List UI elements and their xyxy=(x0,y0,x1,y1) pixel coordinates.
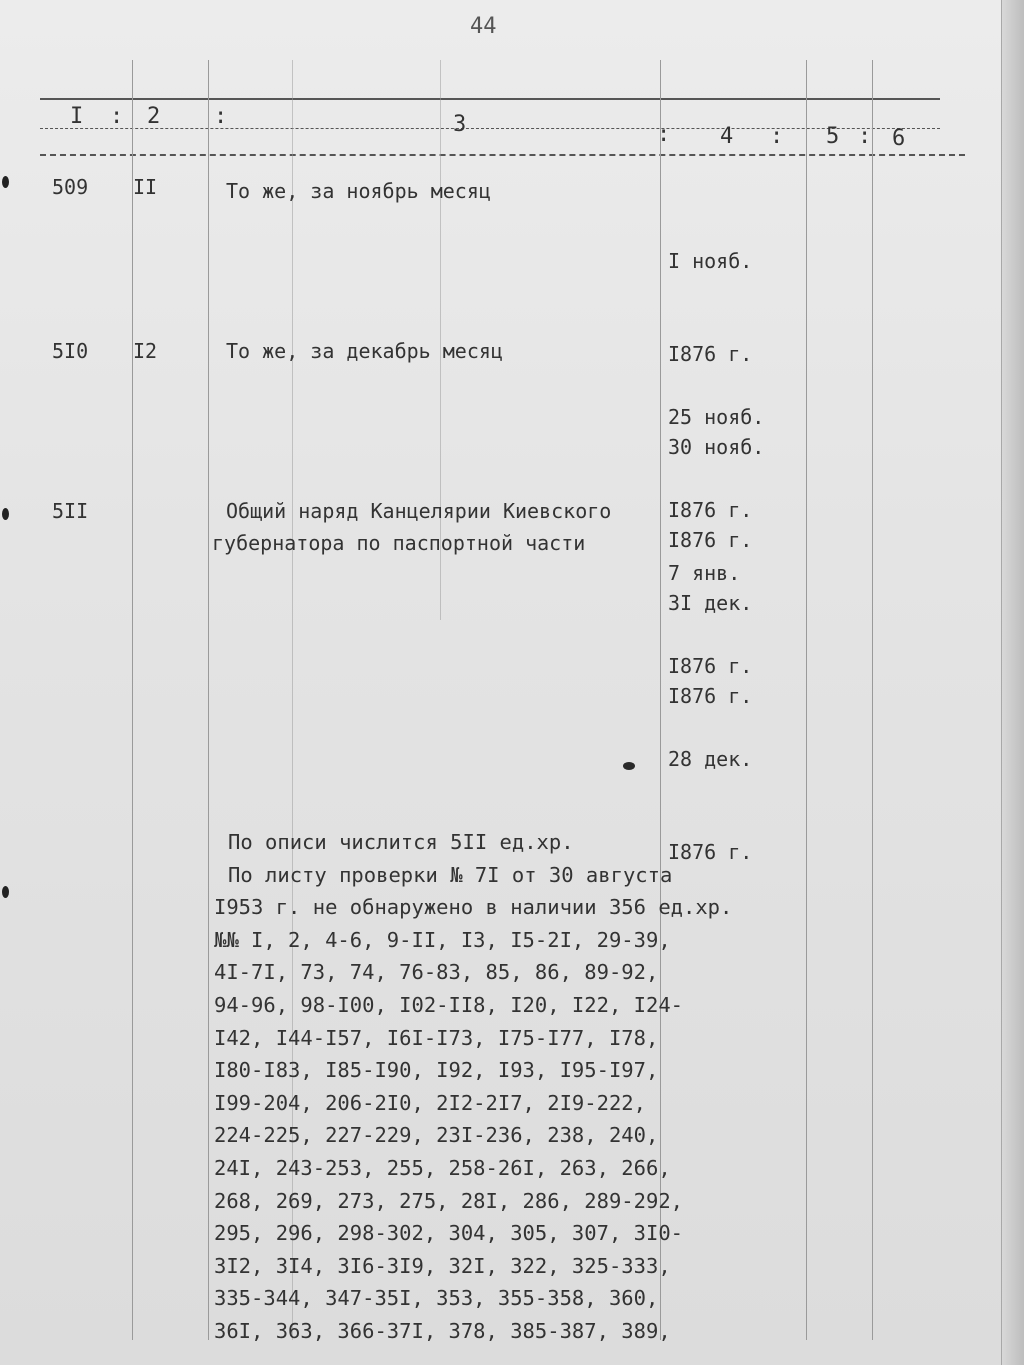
summary-line: №№ I, 2, 4-6, 9-II, I3, I5-2I, 29-39, xyxy=(214,927,671,952)
column-rule xyxy=(806,60,807,1340)
summary-line: 24I, 243-253, 255, 258-26I, 263, 266, xyxy=(214,1155,671,1180)
record-item: I2 xyxy=(133,339,158,363)
summary-line: 268, 269, 273, 275, 28I, 286, 289-292, xyxy=(214,1188,683,1213)
record-title: То же, за декабрь месяц xyxy=(226,339,503,363)
summary-line: По описи числится 5II ед.хр. xyxy=(228,830,574,854)
next-page-edge xyxy=(1001,0,1024,1365)
record-date-line: 28 дек. xyxy=(668,747,753,771)
record-date-line: I876 г. xyxy=(668,840,753,864)
summary-line: 224-225, 227-229, 23I-236, 238, 240, xyxy=(214,1123,659,1148)
record-number: 5II xyxy=(52,499,89,523)
binding-hole xyxy=(2,886,9,898)
summary-line: 94-96, 98-I00, I02-II8, I20, I22, I24- xyxy=(214,992,683,1017)
header-dashed-rule xyxy=(40,128,940,129)
column-number-6: 6 xyxy=(892,126,906,151)
summary-line: I99-204, 206-2I0, 2I2-2I7, 2I9-222, xyxy=(214,1090,646,1115)
column-separator: : xyxy=(770,124,784,149)
column-rule xyxy=(208,60,209,1340)
column-number-5: 5 xyxy=(826,124,840,149)
summary-line: 295, 296, 298-302, 304, 305, 307, 3I0- xyxy=(214,1221,683,1246)
summary-line: По листу проверки № 7I от 30 августа xyxy=(228,862,673,887)
page-number: 44 xyxy=(470,14,497,39)
record-title: То же, за ноябрь месяц xyxy=(226,179,491,203)
column-separator: : xyxy=(657,122,671,147)
column-number-1: I xyxy=(70,104,84,129)
record-date-line: I876 г. xyxy=(668,684,753,708)
record-date-line: I876 г. xyxy=(668,528,753,552)
column-separator: : xyxy=(858,124,872,149)
record-title: Общий наряд Канцелярии Киевского xyxy=(226,499,612,523)
summary-line: 3I2, 3I4, 3I6-3I9, 32I, 322, 325-333, xyxy=(214,1253,671,1278)
record-number: 5I0 xyxy=(52,339,89,363)
column-rule xyxy=(872,60,873,1340)
faint-form-header xyxy=(40,58,970,98)
summary-line: I42, I44-I57, I6I-I73, I75-I77, I78, xyxy=(214,1025,659,1050)
record-item: II xyxy=(133,175,158,199)
record-date-line: 7 янв. xyxy=(668,561,741,585)
inventory-summary xyxy=(214,826,774,1348)
column-separator: : xyxy=(110,104,124,129)
summary-line: 4I-7I, 73, 74, 76-83, 85, 86, 89-92, xyxy=(214,960,659,985)
record-date-line: 25 нояб. xyxy=(668,405,765,429)
ink-spot xyxy=(623,762,635,770)
record-date-line: I нояб. xyxy=(668,249,753,273)
summary-line: 36I, 363, 366-37I, 378, 385-387, 389, xyxy=(214,1318,671,1343)
summary-line: I953 г. не обнаружено в наличии 356 ед.хр. xyxy=(214,895,733,920)
record-date-line: 3I дек. xyxy=(668,591,753,615)
summary-line: 335-344, 347-35I, 353, 355-358, 360, xyxy=(214,1286,659,1311)
record-date-line: I876 г. xyxy=(668,342,753,366)
record-date-line: 30 нояб. xyxy=(668,435,765,459)
column-separator: : xyxy=(214,104,228,129)
record-date-line: I876 г. xyxy=(668,654,753,678)
column-number-2: 2 xyxy=(147,104,161,129)
header-bottom-rule xyxy=(40,154,965,156)
column-number-3: 3 xyxy=(453,112,467,137)
header-top-rule xyxy=(40,98,940,100)
record-title: губернатора по паспортной части xyxy=(212,531,586,555)
column-rule xyxy=(132,60,133,1340)
column-number-4: 4 xyxy=(720,124,734,149)
record-number: 509 xyxy=(52,175,89,199)
binding-hole xyxy=(2,508,9,520)
binding-hole xyxy=(2,176,9,188)
record-date-line: I876 г. xyxy=(668,498,753,522)
summary-line: I80-I83, I85-I90, I92, I93, I95-I97, xyxy=(214,1058,659,1083)
